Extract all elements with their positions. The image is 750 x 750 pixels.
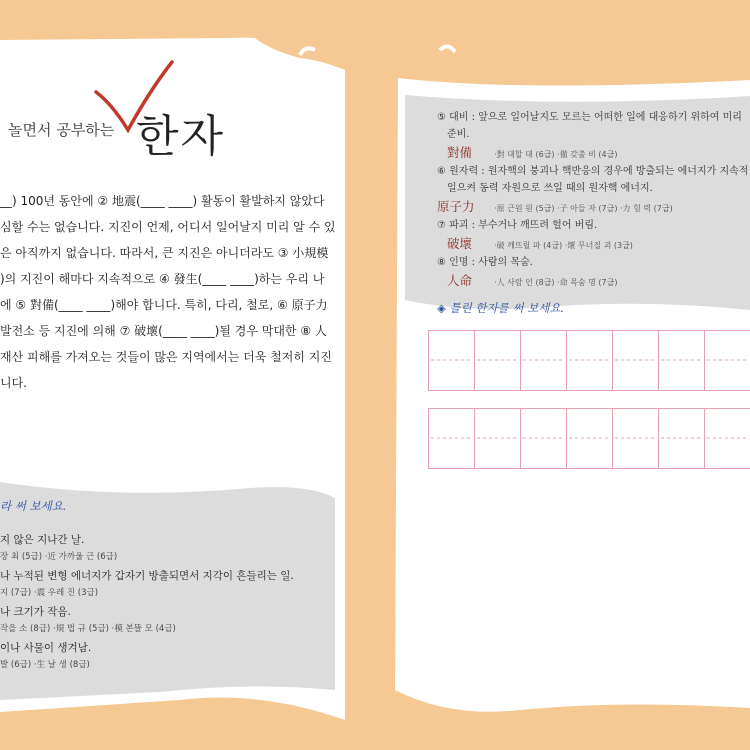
word-row bbox=[437, 196, 749, 216]
left-definitions bbox=[0, 532, 335, 676]
passage-line: )의 지진이 해마다 지속적으로 ④ 發生(____ ____)하는 우리 나 bbox=[0, 272, 325, 286]
definition-text: ⑤ 대비 : 앞으로 일어날지도 모르는 어떠한 일에 대응하기 위하여 미리 bbox=[437, 112, 742, 123]
passage bbox=[0, 192, 340, 400]
hanja-word: 原子力 bbox=[437, 199, 475, 214]
passage-line: __) 100년 동안에 ② 地震(____ ____) 활동이 활발하지 않았다 bbox=[0, 194, 325, 208]
definition-detail: 지 (7급) ·震 우레 진 (3급) bbox=[0, 588, 99, 598]
passage-line: 발전소 등 지진에 의해 ⑦ 破壞(____ ____)될 경우 막대한 ⑧ 人 bbox=[0, 324, 327, 338]
practice-grids bbox=[428, 330, 750, 470]
definition-text: ⑥ 원자력 : 원자핵의 붕괴나 핵반응의 경우에 방출되는 에너지가 지속적 bbox=[437, 166, 749, 177]
passage-line: 니다. bbox=[0, 376, 27, 390]
practice-grid-row[interactable] bbox=[429, 331, 750, 391]
hanja-detail: ·人 사람 인 (8급) ·命 목숨 명 (7급) bbox=[494, 278, 618, 287]
hanja-detail: ·對 대할 대 (6급) ·備 갖출 비 (4급) bbox=[494, 150, 618, 159]
hanja-word: 破壞 bbox=[447, 236, 473, 251]
definition-continuation: 일으켜 동력 자원으로 쓰일 때의 원자핵 에너지. bbox=[447, 183, 653, 194]
definition-detail: 장 최 (5급) ·近 가까울 근 (6급) bbox=[0, 552, 118, 562]
definition-text: 나 크기가 작음. bbox=[0, 606, 71, 618]
left-box-heading: 라 써 보세요. bbox=[0, 499, 67, 513]
right-definitions bbox=[437, 108, 749, 290]
definition-text: ⑦ 파괴 : 부수거나 깨뜨려 헐어 버림. bbox=[437, 220, 598, 231]
hanja-word: 對備 bbox=[447, 145, 473, 160]
definition-text: ⑧ 인명 : 사람의 목숨. bbox=[437, 257, 533, 268]
practice-grid-row[interactable] bbox=[429, 409, 750, 469]
definition-detail: 발 (6급) ·生 날 생 (8급) bbox=[0, 660, 90, 670]
definition-continuation: 준비. bbox=[447, 129, 470, 140]
word-row bbox=[437, 270, 749, 290]
word-row bbox=[437, 142, 749, 162]
practice-heading: ◈ 틀린 한자를 써 보세요. bbox=[437, 301, 565, 315]
passage-line: 은 아직까지 없습니다. 따라서, 큰 지진은 아니더라도 ③ 小規模 bbox=[0, 246, 329, 260]
hanja-detail: ·原 근원 원 (5급) ·子 아들 자 (7급) ·力 힘 력 (7급) bbox=[494, 204, 673, 213]
passage-line: 재산 피해를 가져오는 것들이 많은 지역에서는 더욱 철저히 지진 bbox=[0, 350, 332, 364]
hanja-detail: ·破 깨뜨릴 파 (4급) ·壞 무너질 괴 (3급) bbox=[494, 241, 633, 250]
definition-text: 지 않은 지나간 날. bbox=[0, 534, 85, 546]
definition-detail: 작을 소 (8급) ·規 법 규 (5급) ·模 본뜰 모 (4급) bbox=[0, 624, 176, 634]
definition-text: 나 누적된 변형 에너지가 갑자기 방출되면서 지각이 흔들리는 일. bbox=[0, 570, 294, 582]
page-title: 한자 bbox=[136, 111, 226, 162]
definition-text: 이나 사물이 생겨남. bbox=[0, 642, 92, 654]
word-row bbox=[437, 233, 749, 253]
passage-line: 에 ⑤ 對備(____ ____)해야 합니다. 특히, 다리, 철로, ⑥ 原子力 bbox=[0, 298, 328, 312]
passage-line: 심할 수는 없습니다. 지진이 언제, 어디서 일어날지 미리 알 수 있 bbox=[0, 220, 336, 234]
title-prefix: 놀면서 공부하는 bbox=[8, 121, 115, 139]
hanja-word: 人命 bbox=[447, 273, 473, 288]
